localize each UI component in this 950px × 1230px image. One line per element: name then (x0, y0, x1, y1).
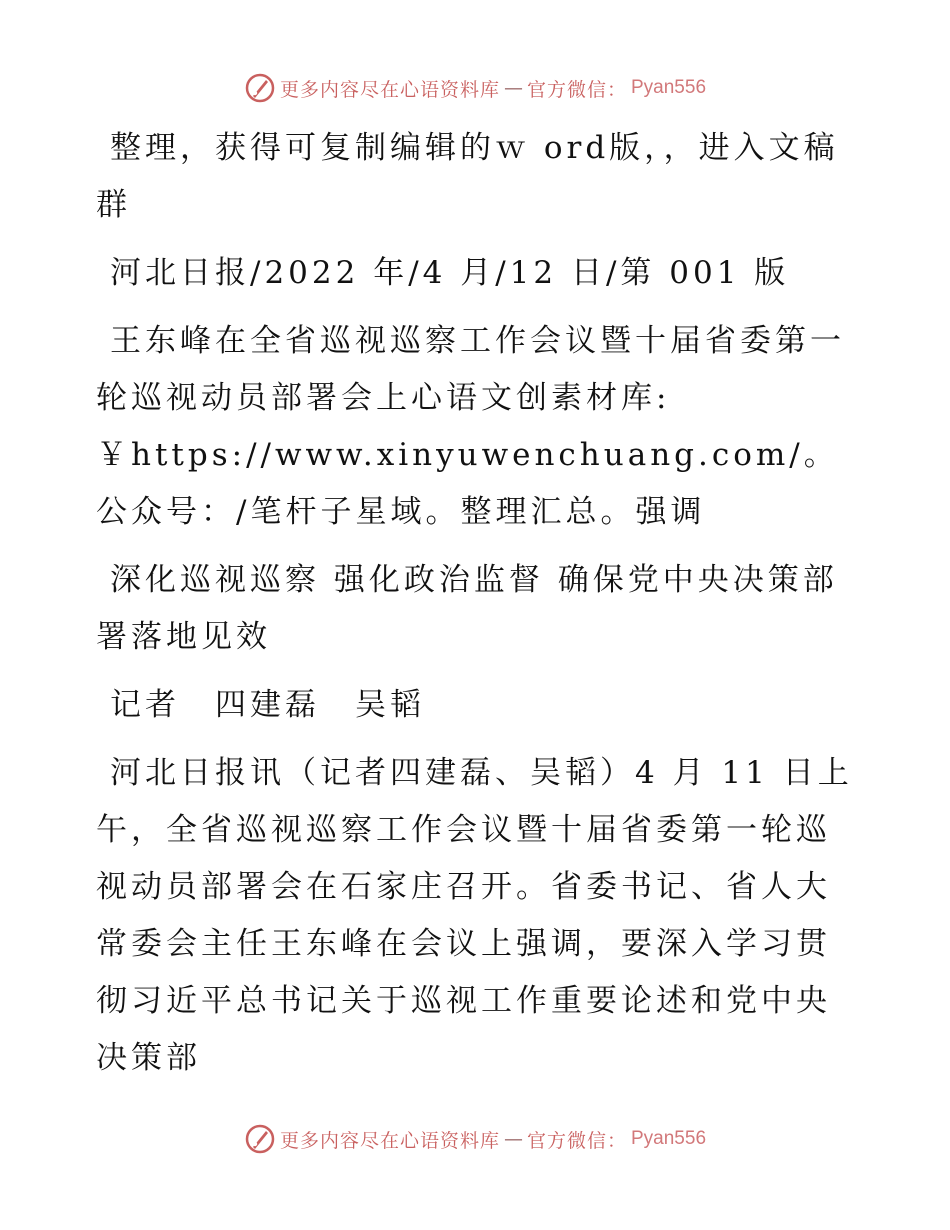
header-watermark (0, 72, 950, 104)
document-body (96, 120, 856, 1098)
watermark (244, 72, 706, 104)
watermark-separator: — (503, 77, 523, 99)
paragraph-title: 王东峰在全省巡视巡察工作会议暨十届省委第一轮巡视动员部署会上心语文创素材库: (96, 323, 845, 416)
paragraph-body: 河北日报讯（记者四建磊、吴韬）4 月 11 日上午，全省巡视巡察工作会议暨十届省委第一轮巡视动员部署会在石家庄召开。省委书记、省人大常委会主任王东峰在会议上强调，要深入学习贯彻习近平总书记关于巡视工作重要论述和党中央决策部 (96, 755, 853, 1076)
paragraph-source: 河北日报/2022 年/4 月/12 日/第 001 版 (110, 255, 790, 291)
paragraph-byline: 记者 四建磊 吴韬 (110, 687, 425, 723)
watermark-official: 官方微信： (526, 78, 627, 101)
watermark-official: 官方微信： (526, 1129, 627, 1152)
quill-logo-icon (244, 1123, 276, 1155)
watermark (244, 1123, 706, 1155)
quill-logo-icon (244, 72, 276, 104)
watermark-wechat-id: Pyan556 (631, 1128, 707, 1149)
paragraph-subtitle: 深化巡视巡察 强化政治监督 确保党中央决策部署落地见效 (96, 562, 838, 655)
watermark-brand: 更多内容尽在心语资料库 (279, 1129, 500, 1152)
paragraph-link: ￥https://www.xinyuwenchuang.com/。公众号：/笔杆子星域。整理汇总。强调 (96, 437, 839, 530)
watermark-separator: — (503, 1128, 523, 1150)
watermark-brand: 更多内容尽在心语资料库 (279, 78, 500, 101)
watermark-wechat-id: Pyan556 (631, 77, 707, 98)
footer-watermark (0, 1123, 950, 1155)
paragraph-intro: 整理，获得可复制编辑的ｗ ord版，，进入文稿群 (96, 130, 839, 223)
